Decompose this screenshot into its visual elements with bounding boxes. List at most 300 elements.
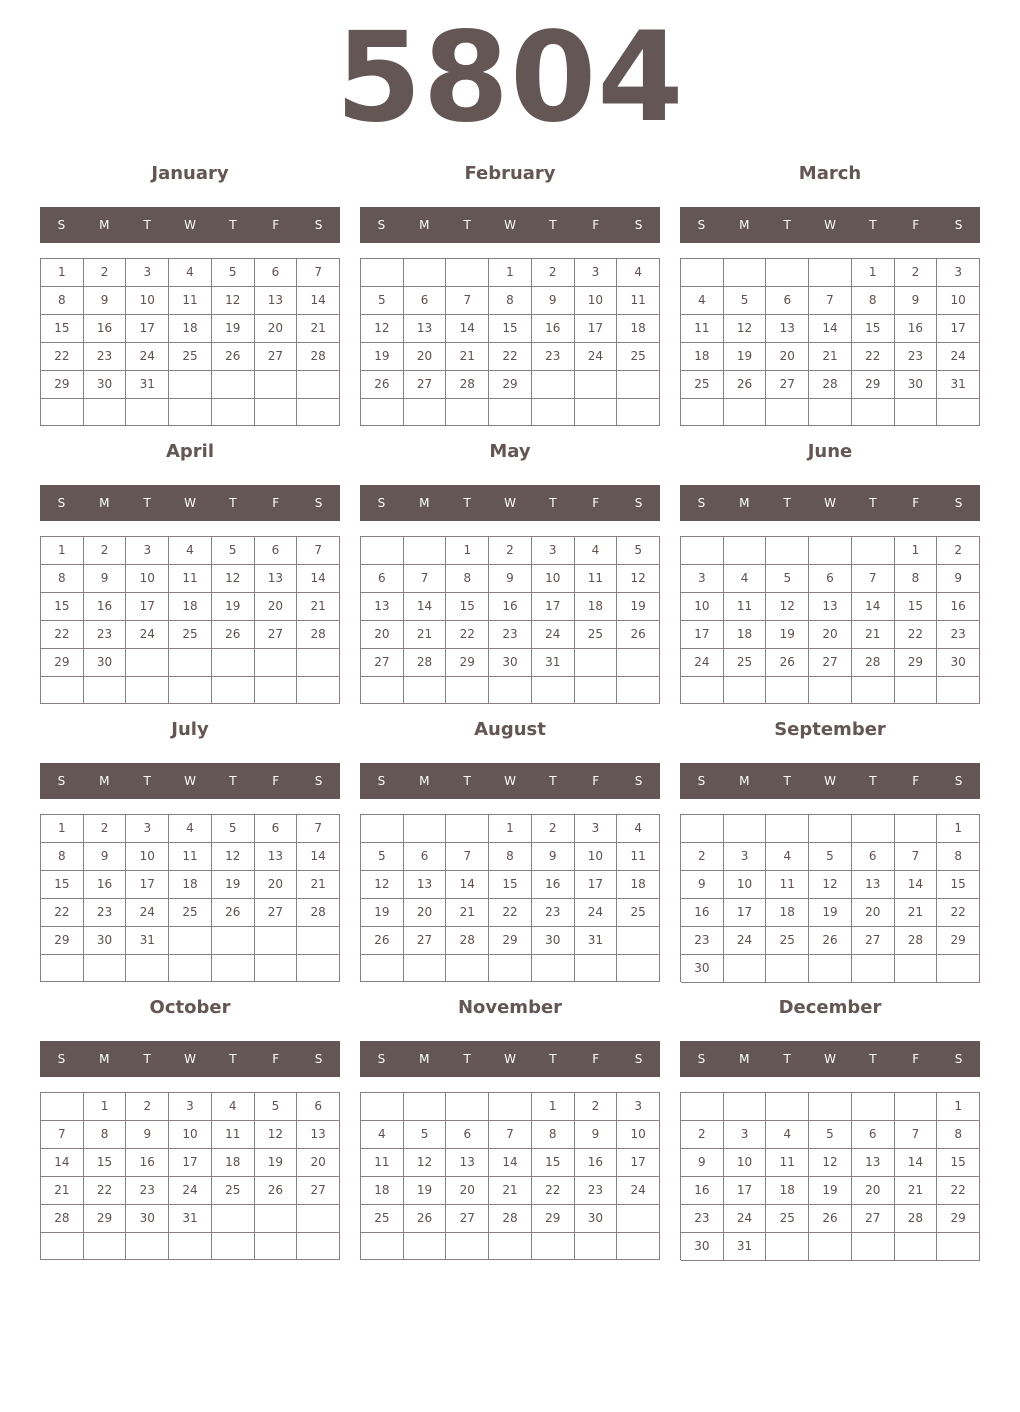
- weekday-header: F: [592, 774, 600, 788]
- weekday-header: S: [57, 218, 66, 232]
- day-cell: 3: [575, 259, 618, 287]
- day-cell: 26: [255, 1177, 298, 1205]
- empty-day-cell: [724, 259, 767, 287]
- empty-day-cell: [41, 1093, 84, 1121]
- day-cell: 7: [446, 287, 489, 315]
- day-cell: 3: [724, 1121, 767, 1149]
- weekday-header: M: [739, 774, 750, 788]
- day-cell: 26: [212, 899, 255, 927]
- day-cell: 13: [809, 593, 852, 621]
- weekday-header: T: [783, 1052, 791, 1066]
- day-cell: 8: [895, 565, 938, 593]
- empty-day-cell: [681, 259, 724, 287]
- day-cell: 4: [617, 259, 660, 287]
- day-cell: 8: [84, 1121, 127, 1149]
- weekday-header: S: [314, 218, 323, 232]
- weekday-header: T: [463, 1052, 471, 1066]
- day-cell: 7: [895, 843, 938, 871]
- day-cell: 13: [404, 315, 447, 343]
- day-cell: 28: [297, 343, 340, 371]
- day-cell: 15: [84, 1149, 127, 1177]
- empty-day-cell: [169, 955, 212, 982]
- day-cell: 10: [532, 565, 575, 593]
- day-cell: 3: [126, 815, 169, 843]
- empty-day-cell: [895, 399, 938, 426]
- day-cell: 13: [255, 287, 298, 315]
- day-cell: 27: [255, 343, 298, 371]
- weekday-header: S: [697, 774, 706, 788]
- empty-day-cell: [212, 1205, 255, 1233]
- weekday-header-bar: [680, 1041, 980, 1077]
- day-cell: 16: [575, 1149, 618, 1177]
- day-cell: 10: [126, 287, 169, 315]
- weekday-header: S: [634, 1052, 643, 1066]
- day-grid: [40, 258, 340, 426]
- day-cell: 3: [617, 1093, 660, 1121]
- empty-day-cell: [446, 955, 489, 982]
- day-cell: 14: [895, 1149, 938, 1177]
- weekday-header: F: [912, 496, 920, 510]
- day-cell: 6: [297, 1093, 340, 1121]
- day-cell: 13: [255, 565, 298, 593]
- day-cell: 23: [575, 1177, 618, 1205]
- day-cell: 8: [41, 843, 84, 871]
- empty-day-cell: [404, 677, 447, 704]
- day-cell: 10: [126, 565, 169, 593]
- day-cell: 14: [297, 843, 340, 871]
- weekday-header: F: [272, 774, 280, 788]
- weekday-header: M: [739, 218, 750, 232]
- empty-day-cell: [255, 927, 298, 955]
- day-cell: 17: [532, 593, 575, 621]
- day-cell: 20: [852, 899, 895, 927]
- day-cell: 18: [575, 593, 618, 621]
- day-cell: 23: [489, 621, 532, 649]
- day-cell: 30: [489, 649, 532, 677]
- empty-day-cell: [446, 259, 489, 287]
- day-cell: 20: [446, 1177, 489, 1205]
- day-cell: 14: [446, 315, 489, 343]
- day-cell: 27: [404, 371, 447, 399]
- weekday-header: M: [419, 218, 430, 232]
- day-cell: 12: [361, 871, 404, 899]
- weekday-header: W: [184, 774, 196, 788]
- day-cell: 29: [937, 1205, 980, 1233]
- day-cell: 19: [212, 593, 255, 621]
- day-cell: 28: [297, 899, 340, 927]
- day-cell: 17: [575, 315, 618, 343]
- month-name: August: [474, 719, 546, 740]
- day-cell: 20: [255, 315, 298, 343]
- weekday-header: S: [377, 774, 386, 788]
- day-cell: 1: [446, 537, 489, 565]
- day-cell: 1: [937, 1093, 980, 1121]
- day-cell: 18: [361, 1177, 404, 1205]
- day-grid: [680, 814, 980, 982]
- day-cell: 16: [532, 871, 575, 899]
- weekday-header: S: [697, 496, 706, 510]
- day-cell: 16: [126, 1149, 169, 1177]
- day-cell: 11: [212, 1121, 255, 1149]
- empty-day-cell: [41, 677, 84, 704]
- weekday-header: T: [463, 496, 471, 510]
- month-name: January: [151, 163, 229, 184]
- empty-day-cell: [84, 399, 127, 426]
- empty-day-cell: [297, 399, 340, 426]
- day-cell: 18: [724, 621, 767, 649]
- empty-day-cell: [895, 677, 938, 704]
- day-cell: 9: [532, 843, 575, 871]
- empty-day-cell: [361, 955, 404, 982]
- day-cell: 21: [852, 621, 895, 649]
- day-cell: 21: [446, 343, 489, 371]
- day-cell: 21: [297, 593, 340, 621]
- month-august: [360, 714, 660, 984]
- day-cell: 11: [169, 565, 212, 593]
- day-cell: 21: [297, 871, 340, 899]
- day-cell: 23: [532, 899, 575, 927]
- day-cell: 28: [297, 621, 340, 649]
- weekday-header: T: [143, 774, 151, 788]
- empty-day-cell: [126, 399, 169, 426]
- day-cell: 15: [41, 871, 84, 899]
- month-july: [40, 714, 340, 984]
- day-cell: 3: [681, 565, 724, 593]
- day-cell: 2: [84, 815, 127, 843]
- day-cell: 25: [766, 927, 809, 955]
- day-cell: 11: [617, 843, 660, 871]
- empty-day-cell: [809, 815, 852, 843]
- weekday-header: M: [99, 1052, 110, 1066]
- day-cell: 2: [575, 1093, 618, 1121]
- day-cell: 29: [852, 371, 895, 399]
- weekday-header-bar: [680, 485, 980, 521]
- day-cell: 6: [404, 843, 447, 871]
- empty-day-cell: [766, 1093, 809, 1121]
- day-cell: 6: [852, 843, 895, 871]
- day-cell: 13: [766, 315, 809, 343]
- day-cell: 3: [126, 259, 169, 287]
- day-cell: 7: [41, 1121, 84, 1149]
- day-cell: 5: [809, 843, 852, 871]
- empty-day-cell: [489, 955, 532, 982]
- day-cell: 18: [169, 315, 212, 343]
- month-name: October: [149, 997, 231, 1018]
- day-cell: 24: [126, 621, 169, 649]
- day-cell: 10: [724, 871, 767, 899]
- day-cell: 18: [766, 899, 809, 927]
- empty-day-cell: [766, 677, 809, 704]
- day-cell: 4: [575, 537, 618, 565]
- day-cell: 11: [169, 287, 212, 315]
- empty-day-cell: [852, 955, 895, 983]
- empty-day-cell: [809, 1093, 852, 1121]
- empty-day-cell: [766, 1233, 809, 1261]
- day-cell: 22: [41, 343, 84, 371]
- day-cell: 24: [724, 1205, 767, 1233]
- weekday-header: T: [549, 1052, 557, 1066]
- day-cell: 3: [126, 537, 169, 565]
- day-cell: 14: [297, 565, 340, 593]
- weekday-header: S: [634, 496, 643, 510]
- empty-day-cell: [297, 677, 340, 704]
- weekday-header: T: [869, 218, 877, 232]
- weekday-header: T: [229, 774, 237, 788]
- day-cell: 6: [361, 565, 404, 593]
- empty-day-cell: [937, 1233, 980, 1261]
- day-cell: 13: [852, 871, 895, 899]
- day-cell: 10: [575, 843, 618, 871]
- day-cell: 27: [297, 1177, 340, 1205]
- day-cell: 26: [724, 371, 767, 399]
- day-cell: 26: [809, 927, 852, 955]
- weekday-header: W: [504, 774, 516, 788]
- day-cell: 22: [41, 899, 84, 927]
- empty-day-cell: [361, 1093, 404, 1121]
- day-cell: 19: [212, 871, 255, 899]
- day-cell: 18: [212, 1149, 255, 1177]
- day-cell: 5: [766, 565, 809, 593]
- day-cell: 15: [446, 593, 489, 621]
- weekday-header: S: [314, 496, 323, 510]
- day-cell: 25: [766, 1205, 809, 1233]
- weekday-header: T: [549, 218, 557, 232]
- day-cell: 21: [489, 1177, 532, 1205]
- day-cell: 26: [361, 371, 404, 399]
- day-cell: 23: [532, 343, 575, 371]
- weekday-header: T: [463, 218, 471, 232]
- weekday-header: S: [954, 1052, 963, 1066]
- day-cell: 17: [169, 1149, 212, 1177]
- empty-day-cell: [852, 399, 895, 426]
- month-may: [360, 436, 660, 706]
- day-cell: 1: [852, 259, 895, 287]
- day-cell: 21: [41, 1177, 84, 1205]
- weekday-header: T: [783, 218, 791, 232]
- empty-day-cell: [169, 927, 212, 955]
- day-cell: 13: [255, 843, 298, 871]
- month-name: December: [778, 997, 882, 1018]
- weekday-header: S: [57, 1052, 66, 1066]
- day-cell: 5: [809, 1121, 852, 1149]
- day-cell: 19: [809, 899, 852, 927]
- day-cell: 5: [212, 259, 255, 287]
- month-name: March: [798, 163, 862, 184]
- weekday-header: S: [954, 774, 963, 788]
- empty-day-cell: [404, 815, 447, 843]
- weekday-header: S: [57, 496, 66, 510]
- day-cell: 26: [404, 1205, 447, 1233]
- empty-day-cell: [126, 677, 169, 704]
- empty-day-cell: [297, 1233, 340, 1260]
- empty-day-cell: [297, 649, 340, 677]
- day-cell: 12: [212, 565, 255, 593]
- day-cell: 21: [809, 343, 852, 371]
- month-name: July: [171, 719, 209, 740]
- day-cell: 19: [404, 1177, 447, 1205]
- day-cell: 24: [169, 1177, 212, 1205]
- day-cell: 20: [852, 1177, 895, 1205]
- empty-day-cell: [446, 1233, 489, 1260]
- day-cell: 13: [852, 1149, 895, 1177]
- weekday-header: W: [824, 496, 836, 510]
- weekday-header: S: [697, 218, 706, 232]
- day-cell: 17: [575, 871, 618, 899]
- day-cell: 30: [84, 649, 127, 677]
- weekday-header: M: [419, 496, 430, 510]
- weekday-header: W: [504, 1052, 516, 1066]
- day-cell: 8: [852, 287, 895, 315]
- day-cell: 19: [809, 1177, 852, 1205]
- day-cell: 1: [41, 537, 84, 565]
- empty-day-cell: [617, 677, 660, 704]
- empty-day-cell: [404, 1233, 447, 1260]
- day-cell: 10: [937, 287, 980, 315]
- empty-day-cell: [724, 815, 767, 843]
- weekday-header-bar: [680, 763, 980, 799]
- day-cell: 7: [489, 1121, 532, 1149]
- day-cell: 6: [766, 287, 809, 315]
- day-cell: 20: [404, 343, 447, 371]
- day-grid: [360, 536, 660, 704]
- weekday-header: T: [229, 496, 237, 510]
- day-cell: 8: [937, 843, 980, 871]
- empty-day-cell: [766, 259, 809, 287]
- empty-day-cell: [617, 955, 660, 982]
- weekday-header-bar: [360, 1041, 660, 1077]
- empty-day-cell: [361, 677, 404, 704]
- empty-day-cell: [681, 1093, 724, 1121]
- day-cell: 29: [532, 1205, 575, 1233]
- empty-day-cell: [532, 955, 575, 982]
- day-cell: 28: [404, 649, 447, 677]
- day-cell: 29: [937, 927, 980, 955]
- day-cell: 2: [681, 843, 724, 871]
- weekday-header: S: [634, 774, 643, 788]
- day-cell: 28: [489, 1205, 532, 1233]
- empty-day-cell: [895, 815, 938, 843]
- day-cell: 9: [937, 565, 980, 593]
- day-cell: 9: [84, 287, 127, 315]
- empty-day-cell: [724, 537, 767, 565]
- day-cell: 26: [809, 1205, 852, 1233]
- day-cell: 16: [895, 315, 938, 343]
- empty-day-cell: [169, 371, 212, 399]
- weekday-header: T: [783, 774, 791, 788]
- empty-day-cell: [404, 259, 447, 287]
- day-cell: 6: [255, 259, 298, 287]
- month-january: [40, 158, 340, 428]
- empty-day-cell: [575, 955, 618, 982]
- day-cell: 19: [212, 315, 255, 343]
- empty-day-cell: [575, 371, 618, 399]
- day-cell: 3: [169, 1093, 212, 1121]
- empty-day-cell: [212, 649, 255, 677]
- day-cell: 23: [937, 621, 980, 649]
- month-name: February: [464, 163, 556, 184]
- day-cell: 5: [404, 1121, 447, 1149]
- day-cell: 20: [361, 621, 404, 649]
- empty-day-cell: [681, 537, 724, 565]
- weekday-header-bar: [360, 485, 660, 521]
- month-october: [40, 992, 340, 1262]
- day-cell: 31: [126, 927, 169, 955]
- empty-day-cell: [575, 649, 618, 677]
- empty-day-cell: [937, 399, 980, 426]
- weekday-header: M: [99, 496, 110, 510]
- day-cell: 23: [84, 343, 127, 371]
- empty-day-cell: [575, 1233, 618, 1260]
- day-cell: 17: [126, 315, 169, 343]
- day-cell: 20: [255, 593, 298, 621]
- day-cell: 22: [84, 1177, 127, 1205]
- day-cell: 7: [297, 259, 340, 287]
- empty-day-cell: [766, 537, 809, 565]
- day-cell: 4: [724, 565, 767, 593]
- empty-day-cell: [852, 1233, 895, 1261]
- day-cell: 15: [41, 315, 84, 343]
- day-cell: 2: [532, 259, 575, 287]
- empty-day-cell: [446, 815, 489, 843]
- day-cell: 23: [895, 343, 938, 371]
- day-cell: 12: [617, 565, 660, 593]
- empty-day-cell: [297, 927, 340, 955]
- day-cell: 1: [84, 1093, 127, 1121]
- day-cell: 28: [895, 1205, 938, 1233]
- month-name: May: [489, 441, 531, 462]
- day-cell: 2: [489, 537, 532, 565]
- weekday-header: M: [739, 496, 750, 510]
- day-grid: [680, 1092, 980, 1260]
- day-cell: 14: [41, 1149, 84, 1177]
- day-cell: 20: [809, 621, 852, 649]
- day-cell: 28: [852, 649, 895, 677]
- weekday-header: W: [184, 496, 196, 510]
- day-cell: 8: [489, 843, 532, 871]
- month-name: April: [165, 441, 215, 462]
- day-cell: 10: [681, 593, 724, 621]
- day-cell: 2: [84, 537, 127, 565]
- day-cell: 12: [212, 287, 255, 315]
- empty-day-cell: [532, 1233, 575, 1260]
- day-cell: 30: [681, 1233, 724, 1261]
- day-cell: 25: [617, 343, 660, 371]
- day-cell: 17: [937, 315, 980, 343]
- empty-day-cell: [489, 1093, 532, 1121]
- empty-day-cell: [169, 649, 212, 677]
- empty-day-cell: [212, 1233, 255, 1260]
- day-cell: 7: [297, 537, 340, 565]
- day-cell: 8: [446, 565, 489, 593]
- weekday-header: T: [143, 496, 151, 510]
- weekday-header: F: [272, 496, 280, 510]
- day-cell: 8: [41, 565, 84, 593]
- day-cell: 25: [169, 343, 212, 371]
- day-cell: 5: [617, 537, 660, 565]
- day-cell: 23: [84, 899, 127, 927]
- month-name: September: [774, 719, 886, 740]
- empty-day-cell: [937, 955, 980, 983]
- weekday-header: M: [739, 1052, 750, 1066]
- weekday-header: F: [272, 218, 280, 232]
- day-cell: 30: [84, 927, 127, 955]
- day-cell: 3: [532, 537, 575, 565]
- empty-day-cell: [724, 677, 767, 704]
- day-cell: 16: [681, 899, 724, 927]
- empty-day-cell: [724, 1093, 767, 1121]
- day-cell: 2: [895, 259, 938, 287]
- empty-day-cell: [489, 677, 532, 704]
